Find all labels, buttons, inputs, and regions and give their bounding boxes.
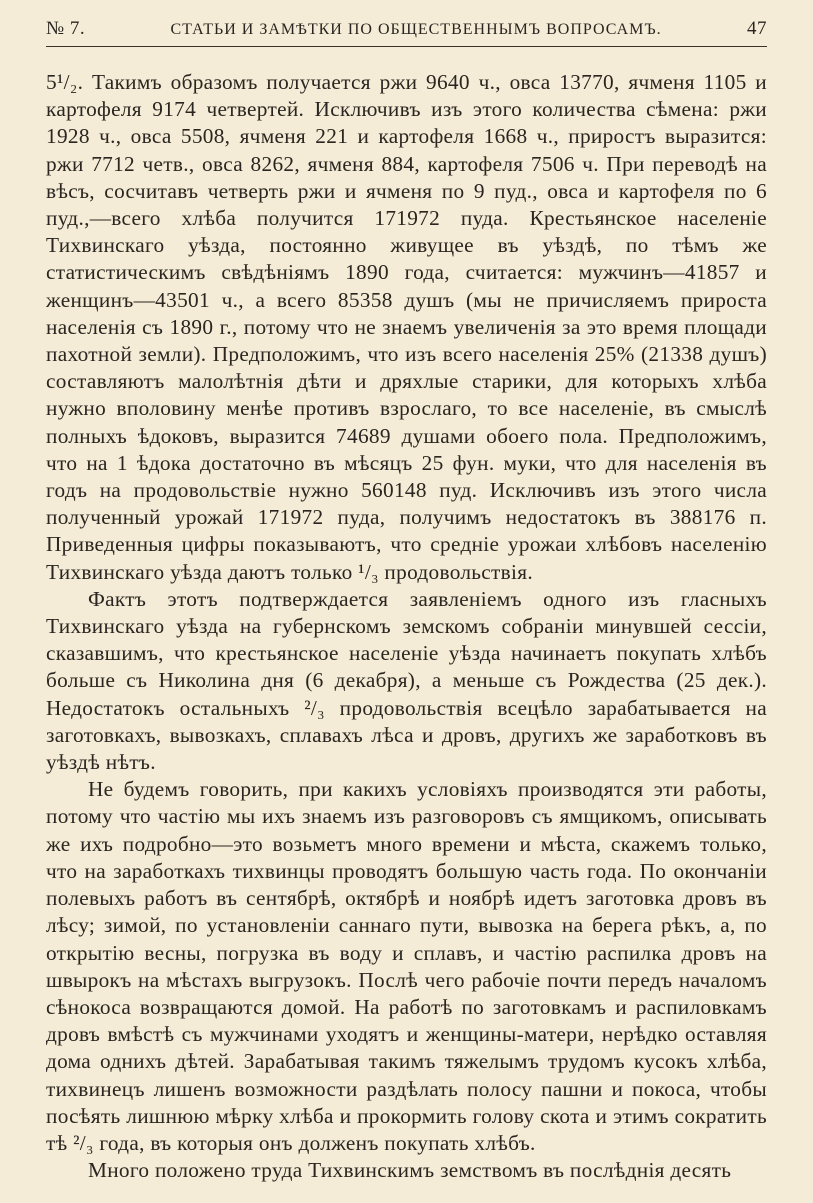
issue-number: № 7. <box>46 18 86 39</box>
page-number: 47 <box>746 18 767 39</box>
paragraph-1: 5¹/₂. Такимъ образомъ получается ржи 9640 ч., овса 13770, ячменя 1105 и картофеля 9174 четвертей. Исключивъ изъ этого количества сѣмена: ржи 1928 ч., овса 5508, ячменя 221 и картофеля 1668 ч., приростъ выразится: ржи 7712 четв., овса 8262, ячменя 884, картофеля 7506 ч. При переводѣ на вѣсъ, сосчитавъ четверть ржи и ячменя по 9 пуд., овса и картофеля по 6 пуд.,—всего хлѣба получится 171972 пуда. Крестьянское населеніе Тихвинскаго уѣзда, постоянно живущее въ уѣздѣ, по тѣмъ же статистическимъ свѣдѣніямъ 1890 года, считается: мужчинъ—41857 и женщинъ—43501 ч., а всего 85358 душъ (мы не причисляемъ прироста населенія съ 1890 г., потому что не знаемъ увеличенія за это время площади пахотной земли). Предположимъ, что изъ всего населенія 25% (21338 душъ) составляютъ малолѣтнія дѣти и дряхлые старики, для которыхъ хлѣба нужно вполовину менѣе противъ взрослаго, то все населеніе, въ смыслѣ полныхъ ѣдоковъ, выразится 74689 душами обоего пола. Предположимъ, что на 1 ѣдока достаточно въ мѣсяцъ 25 фун. муки, что для населенія въ годъ на продовольствіе нужно 560148 пуд. Исключивъ изъ этого числа полученный урожай 171972 пуда, получимъ недостатокъ въ 388176 п. Приведенныя цифры показываютъ, что средніе урожаи хлѣбовъ населенію Тихвинскаго уѣзда даютъ только ¹/₃ продовольствія. <box>46 70 767 584</box>
running-header <box>46 18 767 47</box>
paragraph-3: Не будемъ говорить, при какихъ условіяхъ производятся эти работы, потому что частію мы ихъ знаемъ изъ разговоровъ съ ямщикомъ, описывать же ихъ подробно—это возьметъ много времени и мѣста, скажемъ только, что на заработкахъ тихвинцы проводятъ большую часть года. По окончаніи полевыхъ работъ въ сентябрѣ, октябрѣ и ноябрѣ идетъ заготовка дровъ въ лѣсу; зимой, по установленіи саннаго пути, вывозка на берега рѣкъ, а, по открытію весны, погрузка въ воду и сплавъ, и частію распилка дровъ на швырокъ на мѣстахъ выгрузокъ. Послѣ чего рабочіе почти передъ началомъ сѣнокоса возвращаются домой. На работѣ по заготовкамъ и распиловкамъ дровъ вмѣстѣ съ мужчинами уходятъ и женщины-матери, нерѣдко оставляя дома однихъ дѣтей. Зарабатывая такимъ тяжелымъ трудомъ кусокъ хлѣба, тихвинецъ лишенъ возможности раздѣлать полосу пашни и покоса, чтобы посѣять лишнюю мѣрку хлѣба и прокормить голову скота и этимъ сократить тѣ ²/₃ года, въ которыя онъ долженъ покупать хлѣбъ. <box>46 777 767 1155</box>
article-body <box>46 69 767 1184</box>
paragraph-4: Много положено труда Тихвинскимъ земствомъ въ послѣднія десять <box>88 1158 732 1183</box>
section-title: СТАТЬИ И ЗАМѢТКИ ПО ОБЩЕСТВЕННЫМЪ ВОПРОСАМЪ. <box>170 21 662 38</box>
paragraph-2: Фактъ этотъ подтверждается заявленіемъ одного изъ гласныхъ Тихвинскаго уѣзда на губернскомъ земскомъ собраніи минувшей сессіи, сказавшимъ, что крестьянское населеніе уѣзда начинаетъ покупать хлѣбъ больше съ Николина дня (6 декабря), а меньше съ Рождества (25 дек.). Недостатокъ остальныхъ ²/₃ продовольствія всецѣло зарабатывается на заготовкахъ, вывозкахъ, сплавахъ лѣса и дровъ, другихъ же заработковъ въ уѣздѣ нѣтъ. <box>46 586 767 775</box>
